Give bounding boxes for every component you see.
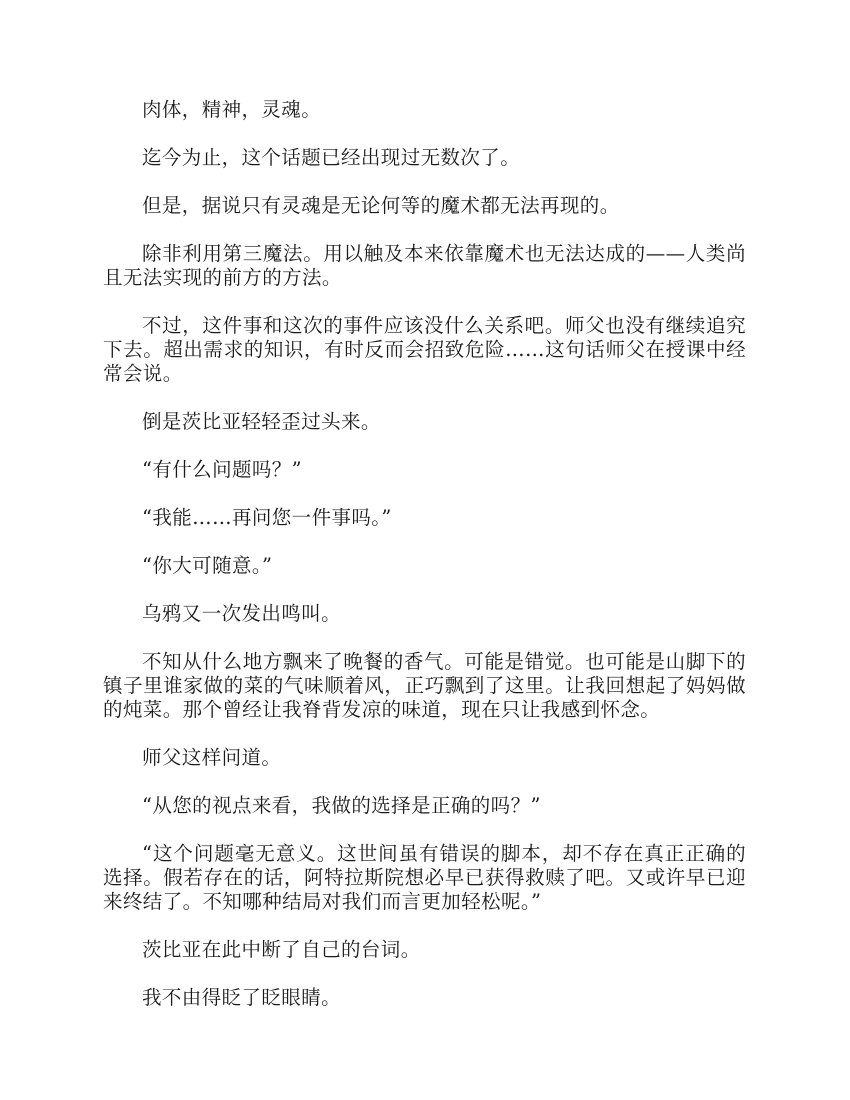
paragraph: 倒是茨比亚轻轻歪过头来。 — [142, 410, 381, 433]
paragraph: 肉体，精神，灵魂。 — [142, 98, 322, 121]
paragraph: 不过，这件事和这次的事件应该没什么关系吧。师父也没有继续追究下去。超出需求的知识，有时反而会招致危险……这句话师父在授课中经常会说。 — [103, 314, 746, 385]
paragraph: 我不由得眨了眨眼睛。 — [142, 986, 342, 1009]
paragraph: 师父这样问道。 — [142, 746, 282, 769]
paragraph: “你大可随意。” — [142, 554, 273, 577]
document-body — [103, 98, 746, 1034]
paragraph: “这个问题毫无意义。这世间虽有错误的脚本，却不存在真正正确的选择。假若存在的话，阿特拉斯院想必早已获得救赎了吧。又或许早已迎来终结了。不知哪种结局对我们而言更加轻松呢。” — [103, 842, 746, 913]
paragraph: 除非利用第三魔法。用以触及本来依靠魔术也无法达成的——人类尚且无法实现的前方的方法。 — [103, 242, 746, 289]
paragraph: 乌鸦又一次发出鸣叫。 — [142, 602, 342, 625]
paragraph: 不知从什么地方飘来了晚餐的香气。可能是错觉。也可能是山脚下的镇子里谁家做的菜的气味顺着风，正巧飘到了这里。让我回想起了妈妈做的炖菜。那个曾经让我脊背发凉的味道，现在只让我感到怀念。 — [103, 650, 746, 721]
paragraph: “从您的视点来看，我做的选择是正确的吗？” — [142, 794, 541, 817]
paragraph: “我能……再问您一件事吗。” — [142, 506, 392, 529]
paragraph: 但是，据说只有灵魂是无论何等的魔术都无法再现的。 — [142, 194, 620, 217]
paragraph: 迄今为止，这个话题已经出现过无数次了。 — [142, 146, 521, 169]
paragraph: “有什么问题吗？” — [142, 458, 303, 481]
paragraph: 茨比亚在此中断了自己的台词。 — [142, 938, 421, 961]
